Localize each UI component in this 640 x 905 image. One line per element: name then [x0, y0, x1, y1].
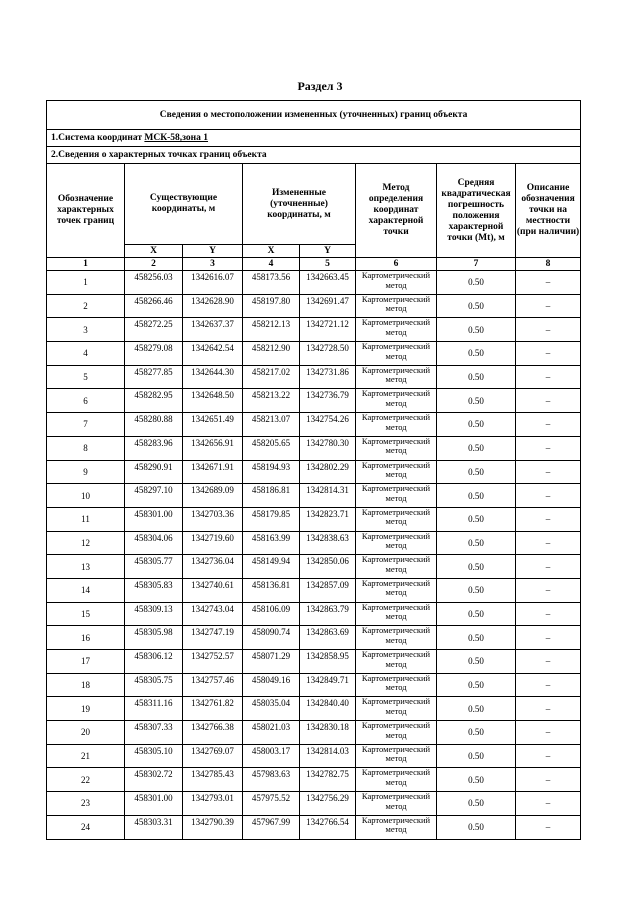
cell-error: 0.50	[437, 460, 516, 484]
cell-description: –	[516, 602, 581, 626]
column-number: 5	[300, 258, 356, 271]
cell-description: –	[516, 436, 581, 460]
table-row	[47, 484, 581, 508]
cell-method: Картометрический метод	[356, 507, 437, 531]
cell-point-id: 13	[47, 555, 125, 579]
table-row	[47, 507, 581, 531]
cell-existing-x: 458280.88	[125, 413, 183, 437]
cell-changed-x: 458217.02	[243, 365, 300, 389]
cell-existing-x: 458303.31	[125, 815, 183, 839]
table-row	[47, 271, 581, 295]
cell-point-id: 8	[47, 436, 125, 460]
cell-existing-x: 458311.16	[125, 697, 183, 721]
cell-existing-y: 1342747.19	[183, 626, 243, 650]
cell-existing-x: 458305.77	[125, 555, 183, 579]
cell-existing-x: 458282.95	[125, 389, 183, 413]
cell-changed-y: 1342838.63	[300, 531, 356, 555]
cell-existing-x: 458283.96	[125, 436, 183, 460]
cell-method: Картометрический метод	[356, 721, 437, 745]
cell-point-id: 15	[47, 602, 125, 626]
cell-point-id: 3	[47, 318, 125, 342]
table-row	[47, 650, 581, 674]
table-row	[47, 626, 581, 650]
cell-changed-x: 457975.52	[243, 792, 300, 816]
cell-method: Картометрический метод	[356, 768, 437, 792]
boundary-points-table	[46, 100, 581, 840]
cell-method: Картометрический метод	[356, 744, 437, 768]
table-row	[47, 578, 581, 602]
header-changed-y: Y	[300, 245, 356, 258]
cell-existing-x: 458272.25	[125, 318, 183, 342]
cell-point-id: 21	[47, 744, 125, 768]
cell-changed-y: 1342721.12	[300, 318, 356, 342]
cell-error: 0.50	[437, 602, 516, 626]
cell-error: 0.50	[437, 697, 516, 721]
cell-existing-y: 1342752.57	[183, 650, 243, 674]
cell-error: 0.50	[437, 342, 516, 366]
cell-error: 0.50	[437, 555, 516, 579]
table-row	[47, 721, 581, 745]
cell-existing-x: 458304.06	[125, 531, 183, 555]
table-caption: Сведения о местоположении измененных (уточненных) границ объекта	[47, 101, 581, 130]
cell-existing-x: 458306.12	[125, 650, 183, 674]
cell-point-id: 10	[47, 484, 125, 508]
coord-system-value: МСК-58,зона 1	[144, 133, 209, 143]
cell-existing-x: 458301.00	[125, 507, 183, 531]
cell-existing-y: 1342671.91	[183, 460, 243, 484]
cell-changed-x: 458035.04	[243, 697, 300, 721]
table-row	[47, 365, 581, 389]
cell-changed-y: 1342780.30	[300, 436, 356, 460]
cell-changed-y: 1342754.26	[300, 413, 356, 437]
cell-changed-y: 1342857.09	[300, 578, 356, 602]
cell-existing-x: 458277.85	[125, 365, 183, 389]
cell-existing-x: 458266.46	[125, 294, 183, 318]
cell-changed-y: 1342766.54	[300, 815, 356, 839]
cell-existing-y: 1342740.61	[183, 578, 243, 602]
cell-method: Картометрический метод	[356, 436, 437, 460]
cell-existing-x: 458279.08	[125, 342, 183, 366]
cell-error: 0.50	[437, 815, 516, 839]
cell-existing-y: 1342703.36	[183, 507, 243, 531]
table-row	[47, 294, 581, 318]
cell-method: Картометрический метод	[356, 792, 437, 816]
cell-description: –	[516, 815, 581, 839]
cell-error: 0.50	[437, 531, 516, 555]
cell-changed-x: 457967.99	[243, 815, 300, 839]
column-number: 1	[47, 258, 125, 271]
cell-point-id: 18	[47, 673, 125, 697]
cell-point-id: 11	[47, 507, 125, 531]
cell-error: 0.50	[437, 673, 516, 697]
cell-changed-y: 1342863.69	[300, 626, 356, 650]
cell-error: 0.50	[437, 721, 516, 745]
cell-point-id: 6	[47, 389, 125, 413]
cell-existing-y: 1342644.30	[183, 365, 243, 389]
cell-changed-x: 458197.80	[243, 294, 300, 318]
cell-changed-y: 1342814.03	[300, 744, 356, 768]
cell-existing-y: 1342616.07	[183, 271, 243, 295]
cell-existing-y: 1342761.82	[183, 697, 243, 721]
cell-existing-y: 1342642.54	[183, 342, 243, 366]
cell-changed-y: 1342782.75	[300, 768, 356, 792]
table-row	[47, 744, 581, 768]
column-numbers-row	[47, 258, 581, 271]
cell-description: –	[516, 555, 581, 579]
cell-description: –	[516, 413, 581, 437]
header-existing-x: X	[125, 245, 183, 258]
cell-point-id: 2	[47, 294, 125, 318]
cell-changed-y: 1342736.79	[300, 389, 356, 413]
cell-changed-x: 458136.81	[243, 578, 300, 602]
cell-point-id: 1	[47, 271, 125, 295]
cell-method: Картометрический метод	[356, 555, 437, 579]
cell-description: –	[516, 271, 581, 295]
header-error: Средняя квадратическая погрешность положения характерной точки (Mt), м	[437, 164, 516, 258]
cell-changed-x: 458205.65	[243, 436, 300, 460]
cell-error: 0.50	[437, 436, 516, 460]
table-row	[47, 815, 581, 839]
cell-changed-x: 458173.56	[243, 271, 300, 295]
cell-error: 0.50	[437, 650, 516, 674]
cell-changed-x: 458003.17	[243, 744, 300, 768]
cell-existing-y: 1342766.38	[183, 721, 243, 745]
cell-changed-x: 458049.16	[243, 673, 300, 697]
cell-error: 0.50	[437, 294, 516, 318]
cell-method: Картометрический метод	[356, 365, 437, 389]
cell-changed-x: 458186.81	[243, 484, 300, 508]
cell-changed-y: 1342663.45	[300, 271, 356, 295]
cell-error: 0.50	[437, 507, 516, 531]
coord-system-prefix: 1.Система координат	[51, 133, 143, 143]
table-row	[47, 460, 581, 484]
cell-method: Картометрический метод	[356, 271, 437, 295]
cell-method: Картометрический метод	[356, 626, 437, 650]
cell-point-id: 9	[47, 460, 125, 484]
cell-error: 0.50	[437, 318, 516, 342]
cell-description: –	[516, 484, 581, 508]
cell-existing-y: 1342648.50	[183, 389, 243, 413]
header-designation: Обозначение характерных точек границ	[47, 164, 125, 258]
cell-error: 0.50	[437, 626, 516, 650]
table-row	[47, 768, 581, 792]
header-changed-x: X	[243, 245, 300, 258]
cell-error: 0.50	[437, 744, 516, 768]
cell-existing-x: 458305.83	[125, 578, 183, 602]
cell-changed-x: 458212.13	[243, 318, 300, 342]
cell-error: 0.50	[437, 271, 516, 295]
cell-point-id: 12	[47, 531, 125, 555]
cell-existing-y: 1342757.46	[183, 673, 243, 697]
cell-description: –	[516, 626, 581, 650]
cell-method: Картометрический метод	[356, 294, 437, 318]
cell-changed-x: 458106.09	[243, 602, 300, 626]
table-row	[47, 697, 581, 721]
cell-point-id: 14	[47, 578, 125, 602]
cell-description: –	[516, 673, 581, 697]
cell-existing-y: 1342790.39	[183, 815, 243, 839]
cell-method: Картометрический метод	[356, 578, 437, 602]
cell-point-id: 22	[47, 768, 125, 792]
cell-method: Картометрический метод	[356, 460, 437, 484]
cell-error: 0.50	[437, 578, 516, 602]
coord-system-row	[47, 130, 581, 147]
cell-existing-x: 458305.98	[125, 626, 183, 650]
cell-point-id: 16	[47, 626, 125, 650]
cell-changed-y: 1342840.40	[300, 697, 356, 721]
cell-point-id: 20	[47, 721, 125, 745]
points-section-row: 2.Сведения о характерных точках границ объекта	[47, 147, 581, 164]
cell-error: 0.50	[437, 484, 516, 508]
cell-description: –	[516, 792, 581, 816]
table-row	[47, 673, 581, 697]
cell-existing-x: 458309.13	[125, 602, 183, 626]
cell-changed-x: 458213.22	[243, 389, 300, 413]
cell-changed-x: 458179.85	[243, 507, 300, 531]
cell-changed-y: 1342728.50	[300, 342, 356, 366]
cell-description: –	[516, 578, 581, 602]
cell-changed-x: 458213.07	[243, 413, 300, 437]
table-row	[47, 318, 581, 342]
cell-method: Картометрический метод	[356, 342, 437, 366]
cell-method: Картометрический метод	[356, 650, 437, 674]
cell-point-id: 24	[47, 815, 125, 839]
cell-method: Картометрический метод	[356, 673, 437, 697]
cell-existing-x: 458290.91	[125, 460, 183, 484]
cell-method: Картометрический метод	[356, 484, 437, 508]
cell-description: –	[516, 507, 581, 531]
table-row	[47, 436, 581, 460]
cell-existing-y: 1342637.37	[183, 318, 243, 342]
cell-changed-y: 1342731.86	[300, 365, 356, 389]
cell-existing-y: 1342628.90	[183, 294, 243, 318]
cell-existing-x: 458301.00	[125, 792, 183, 816]
section-title: Раздел 3	[297, 79, 343, 93]
cell-method: Картометрический метод	[356, 389, 437, 413]
cell-changed-x: 458071.29	[243, 650, 300, 674]
cell-changed-y: 1342756.29	[300, 792, 356, 816]
cell-description: –	[516, 744, 581, 768]
cell-description: –	[516, 768, 581, 792]
column-number: 8	[516, 258, 581, 271]
cell-changed-y: 1342850.06	[300, 555, 356, 579]
cell-error: 0.50	[437, 792, 516, 816]
cell-changed-x: 458212.90	[243, 342, 300, 366]
table-row	[47, 413, 581, 437]
cell-existing-x: 458305.75	[125, 673, 183, 697]
header-description: Описание обозначения точки на местности (при наличии)	[516, 164, 581, 258]
table-row	[47, 602, 581, 626]
header-changed: Измененные (уточненные) координаты, м	[243, 164, 356, 245]
cell-method: Картометрический метод	[356, 602, 437, 626]
cell-description: –	[516, 531, 581, 555]
header-existing: Существующие координаты, м	[125, 164, 243, 245]
table-row	[47, 389, 581, 413]
cell-existing-y: 1342769.07	[183, 744, 243, 768]
cell-existing-y: 1342719.60	[183, 531, 243, 555]
cell-existing-x: 458305.10	[125, 744, 183, 768]
cell-existing-y: 1342689.09	[183, 484, 243, 508]
table-row	[47, 531, 581, 555]
table-row	[47, 342, 581, 366]
cell-error: 0.50	[437, 413, 516, 437]
cell-point-id: 19	[47, 697, 125, 721]
cell-changed-y: 1342863.79	[300, 602, 356, 626]
cell-description: –	[516, 294, 581, 318]
column-number: 7	[437, 258, 516, 271]
header-method: Метод определения координат характерной точки	[356, 164, 437, 258]
cell-existing-y: 1342651.49	[183, 413, 243, 437]
cell-changed-x: 458163.99	[243, 531, 300, 555]
cell-error: 0.50	[437, 365, 516, 389]
cell-existing-x: 458256.03	[125, 271, 183, 295]
cell-changed-y: 1342691.47	[300, 294, 356, 318]
cell-description: –	[516, 389, 581, 413]
cell-point-id: 5	[47, 365, 125, 389]
cell-changed-y: 1342830.18	[300, 721, 356, 745]
cell-point-id: 17	[47, 650, 125, 674]
cell-existing-x: 458302.72	[125, 768, 183, 792]
cell-existing-x: 458297.10	[125, 484, 183, 508]
cell-method: Картометрический метод	[356, 697, 437, 721]
cell-changed-y: 1342849.71	[300, 673, 356, 697]
cell-description: –	[516, 342, 581, 366]
header-existing-y: Y	[183, 245, 243, 258]
cell-description: –	[516, 650, 581, 674]
cell-existing-y: 1342656.91	[183, 436, 243, 460]
cell-changed-y: 1342823.71	[300, 507, 356, 531]
cell-point-id: 4	[47, 342, 125, 366]
cell-existing-y: 1342785.43	[183, 768, 243, 792]
cell-error: 0.50	[437, 389, 516, 413]
cell-changed-x: 457983.63	[243, 768, 300, 792]
table-row	[47, 555, 581, 579]
column-number: 3	[183, 258, 243, 271]
cell-method: Картометрический метод	[356, 318, 437, 342]
cell-description: –	[516, 697, 581, 721]
cell-existing-x: 458307.33	[125, 721, 183, 745]
cell-changed-x: 458149.94	[243, 555, 300, 579]
cell-error: 0.50	[437, 768, 516, 792]
cell-method: Картометрический метод	[356, 413, 437, 437]
cell-description: –	[516, 721, 581, 745]
cell-changed-x: 458194.93	[243, 460, 300, 484]
cell-description: –	[516, 460, 581, 484]
cell-point-id: 7	[47, 413, 125, 437]
column-number: 6	[356, 258, 437, 271]
table-row	[47, 792, 581, 816]
cell-existing-y: 1342793.01	[183, 792, 243, 816]
column-number: 2	[125, 258, 183, 271]
cell-method: Картометрический метод	[356, 531, 437, 555]
cell-changed-x: 458021.03	[243, 721, 300, 745]
column-number: 4	[243, 258, 300, 271]
cell-changed-y: 1342814.31	[300, 484, 356, 508]
cell-point-id: 23	[47, 792, 125, 816]
cell-method: Картометрический метод	[356, 815, 437, 839]
cell-description: –	[516, 318, 581, 342]
cell-changed-y: 1342802.29	[300, 460, 356, 484]
cell-existing-y: 1342743.04	[183, 602, 243, 626]
cell-changed-y: 1342858.95	[300, 650, 356, 674]
cell-changed-x: 458090.74	[243, 626, 300, 650]
cell-description: –	[516, 365, 581, 389]
cell-existing-y: 1342736.04	[183, 555, 243, 579]
